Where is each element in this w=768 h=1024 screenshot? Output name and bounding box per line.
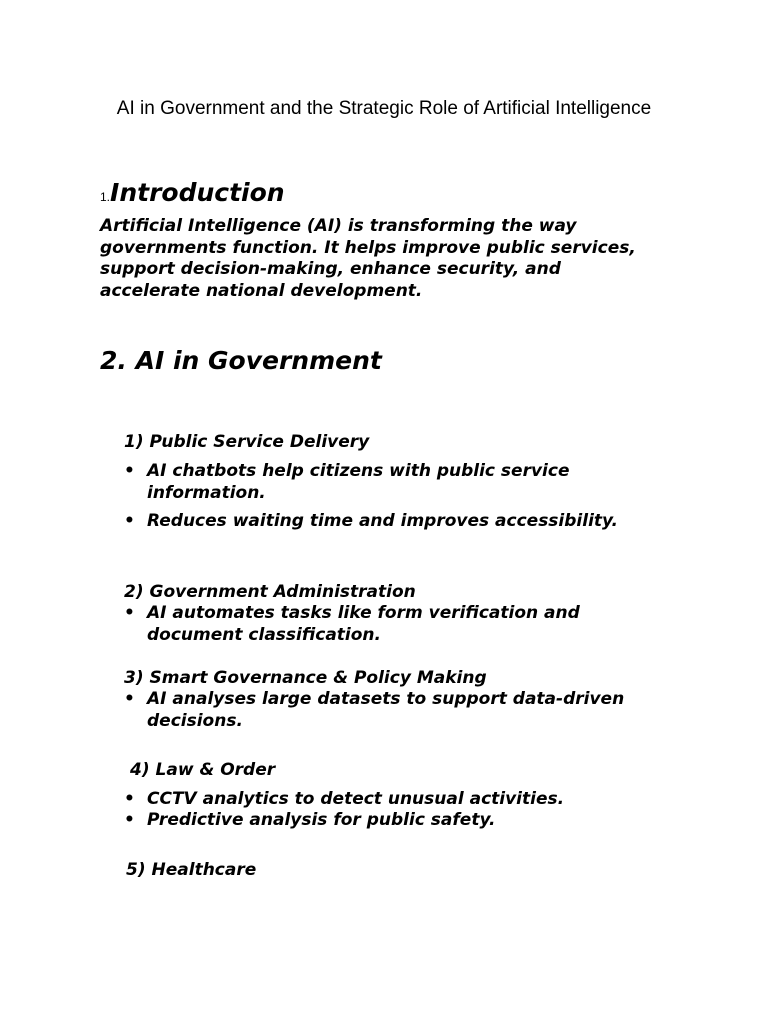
introduction-title: Introduction: [110, 178, 285, 207]
bullet-text: AI analyses large datasets to support data-driven decisions.: [147, 689, 625, 731]
bullet-item: [124, 603, 644, 646]
bullet-marker: •: [124, 689, 135, 709]
bullet-item: [124, 689, 644, 732]
subsection-heading-smart-governance: 3) Smart Governance & Policy Making: [124, 668, 487, 688]
bullet-text: AI automates tasks like form verification and document classification.: [147, 603, 580, 645]
introduction-paragraph: Artificial Intelligence (AI) is transforming the way governments function. It helps improve public services, support decision-making, enhance security, and accelerate national development.: [100, 216, 636, 301]
bullet-marker: •: [124, 789, 135, 809]
bullet-text: CCTV analytics to detect unusual activities.: [147, 789, 565, 809]
bullet-marker: •: [124, 810, 135, 830]
bullet-item: [124, 810, 644, 832]
subsection-heading-law-order: 4) Law & Order: [130, 760, 276, 780]
introduction-number: 1.: [100, 190, 111, 204]
bullet-item: [124, 511, 644, 533]
bullet-text: AI chatbots help citizens with public service information.: [147, 461, 570, 503]
section-2-heading: 2. AI in Government: [100, 346, 382, 375]
document-title: AI in Government and the Strategic Role of Artificial Intelligence: [116, 98, 652, 119]
subsection-heading-healthcare: 5) Healthcare: [126, 860, 257, 880]
bullet-marker: •: [124, 511, 135, 531]
bullet-marker: •: [124, 461, 135, 481]
bullet-item: [124, 461, 644, 504]
subsection-heading-administration: 2) Government Administration: [124, 582, 416, 602]
bullet-marker: •: [124, 603, 135, 623]
bullet-item: [124, 789, 644, 811]
bullet-text: Reduces waiting time and improves accessibility.: [147, 511, 619, 531]
subsection-heading-public-service: 1) Public Service Delivery: [124, 432, 370, 452]
bullet-text: Predictive analysis for public safety.: [147, 810, 496, 830]
introduction-heading: [100, 178, 285, 207]
